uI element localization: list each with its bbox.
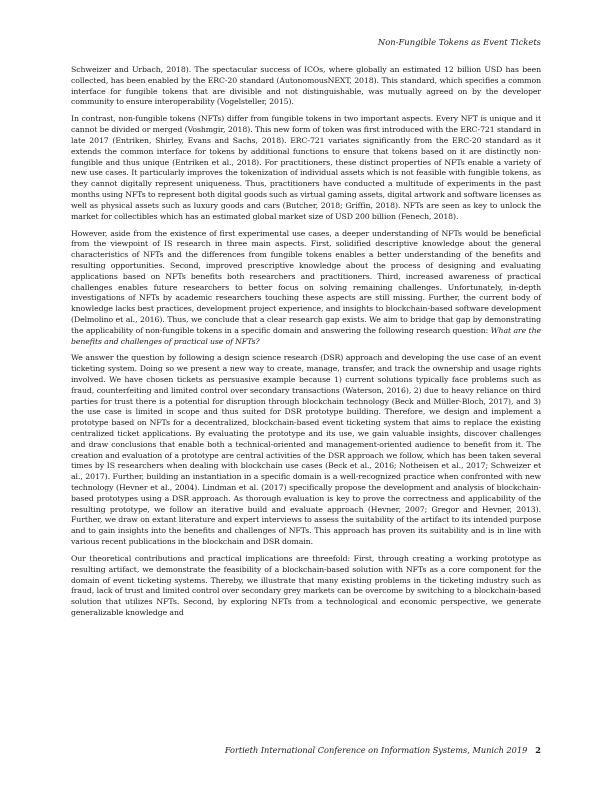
running-title: Non-Fungible Tokens as Event Tickets: [377, 37, 541, 47]
conference-name: Fortieth International Conference on Information Systems, Munich 2019: [224, 745, 528, 755]
body-text: [71, 65, 541, 625]
paragraph-2: In contrast, non-fungible tokens (NFTs) differ from fungible tokens in two important aspects. Every NFT is unique and it cannot be divided or merged (Voshmgir, 2018). This new form of token was first introduced with the ERC-721 standard in late 2017 (Entriken, Shirley, Evans and Sachs, 2018). ERC-721 variates significantly from the ERC-20 standard as it extends the common interface for tokens by additional functions to ensure that tokens based on it are distinctly non-fungible and thus unique (Entriken et al., 2018). For practitioners, these distinct properties of NFTs enable a variety of new use cases. It particularly improves the tokenization of individual assets which is not feasible with fungible tokens, as they cannot digitally represent uniqueness. Thus, practitioners have conducted a multitude of experiments in the past months using NFTs to represent both digital goods such as virtual gaming assets, digital artwork and software licenses as well as physical assets such as luxury goods and cars (Butcher, 2018; Griffin, 2018). NFTs are seen as key to unlock the market for collectibles which has an estimated global market size of USD 200 billion (Fenech, 2018).: [71, 114, 541, 221]
paragraph-5: Our theoretical contributions and practical implications are threefold: First, through creating a working prototype as resulting artifact, we demonstrate the feasibility of a blockchain-based solution with NFTs as a core component for the domain of event ticketing systems. Thereby, we illustrate that many existing problems in the ticketing industry such as fraud, lack of trust and limited control over secondary grey markets can be overcome by switching to a blockchain-based solution that utilizes NFTs. Second, by exploring NFTs from a technological and economic perspective, we generate generalizable knowledge and: [71, 554, 541, 617]
paragraph-4: We answer the question by following a design science research (DSR) approach and developing the use case of an event ticketing system. Doing so we present a new way to create, manage, transfer, and track the ownership and usage rights involved. We have chosen tickets as persuasive example because 1) current solutions typically face problems such as fraud, counterfeiting and limited control over secondary transactions (Waterson, 2016), 2) due to heavy reliance on third parties for trust there is a potential for disruption through blockchain technology (Beck and Müller-Bloch, 2017), and 3) the use case is limited in scope and thus suited for DSR prototype building. Therefore, we design and implement a prototype based on NFTs for a decentralized, blockchain-based event ticketing system that aims to replace the existing centralized ticket applications. By evaluating the prototype and its use, we gain valuable insights, discover challenges and draw conclusions that enable both a technical-oriented and management-oriented audience to benefit from it. The creation and evaluation of a prototype are central activities of the DSR approach we follow, which has been taken several times by IS researchers when dealing with blockchain use cases (Beck et al., 2016; Notheisen et al., 2017; Schweizer et al., 2017). Further, building an instantiation in a specific domain is a well-recognized practice when confronted with new technology (Hevner et al., 2004). Lindman et al. (2017) specifically propose the development and analysis of blockchain-based prototypes using a DSR approach. As thorough evaluation is key to prove the correctness and applicability of the resulting prototype, we follow an iterative build and evaluate approach (Hevner, 2007; Gregor and Hevner, 2013). Further, we draw on extant literature and expert interviews to assess the suitability of the artifact to its intended purpose and to gain insights into the benefits and challenges of NFTs. This approach has proven its suitability and is in line with various recent publications in the blockchain and DSR domain.: [71, 353, 541, 547]
paragraph-3-text: However, aside from the existence of first experimental use cases, a deeper understanding of NFTs would be beneficial from the viewpoint of IS research in three main aspects. First, solidified descriptive knowledge about the general characteristics of NFTs and the differences from fungible tokens enables a better understanding of the benefits and resulting opportunities. Second, improved prescriptive knowledge about the process of designing and evaluating applications based on NFTs benefits both researchers and practitioners. Third, increased awareness of practical challenges enables future researchers to better focus on solving remaining challenges. Unfortunately, in-depth investigations of NFTs by academic researchers touching these aspects are still missing. Further, the current body of knowledge lacks best practices, development project experience, and insights to blockchain-based software development (Delmolino et al., 2016). Thus, we conclude that a clear research gap exists. We aim to bridge that gap by demonstrating the applicability of non-fungible tokens in a specific domain and answering the following research question:: [71, 228, 541, 335]
paragraph-1: Schweizer and Urbach, 2018). The spectacular success of ICOs, where globally an estimated 12 billion USD has been collected, has been enabled by the ERC-20 standard (AutonomousNEXT, 2018). This standard, which specifies a common interface for fungible tokens that are divisible and not distinguishable, was mutually agreed on by the developer community to ensure interoperability (Vogelsteller, 2015).: [71, 65, 541, 107]
page-number: 2: [535, 745, 541, 755]
page-footer: [225, 745, 541, 755]
paragraph-3: [71, 229, 541, 348]
research-question: What are the benefits and challenges of practical use of NFTs?: [71, 325, 542, 346]
